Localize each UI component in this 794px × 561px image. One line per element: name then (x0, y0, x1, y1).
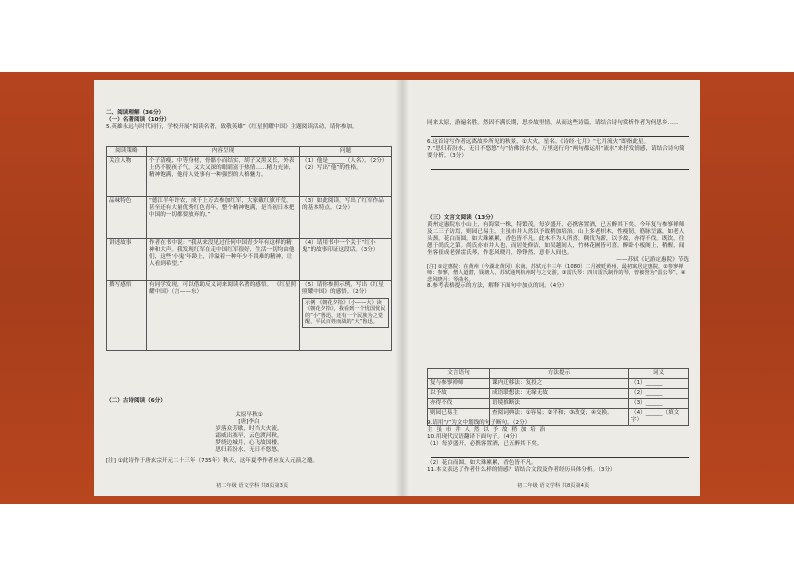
table-cell (300, 280, 392, 350)
table-cell: （3）如此阅读，写出了红军作品的基本特点。（2分） (300, 196, 392, 238)
answer-cell[interactable]: （4）______（填文字） (629, 408, 689, 425)
table-cell: 作者在书中说：“我从来没见过任何中国青少年有这样的精神和大声。我发现红军在走中国红军很好，生活一切均由他们，这些‘小鬼’年龄上，洋溢着一种年少不畏难的精神，让人看到希望。” (147, 238, 300, 280)
table-cell: 有同学发现，可以借助反义词来阅读名著的感悟。 《红星照耀中国》（言——东） (147, 280, 300, 350)
table-header: 方法提示 (490, 369, 629, 379)
left-page (106, 80, 392, 496)
table-header: 文言语句 (428, 369, 490, 379)
answer-line[interactable] (431, 129, 689, 137)
table-cell: 则园已易主 (428, 408, 490, 425)
question-9: 9.请用“/”为文中划线的句子断句。（2分） (427, 420, 531, 426)
question-6: 6.这首诗写作者远离故乡所见的秋景，①大火，星名。《诗经·七月》“七月流火”即指此星。 (427, 138, 650, 145)
table-header: 阅读策略 (107, 147, 147, 157)
reading-table (106, 146, 392, 351)
table-cell: 撰写感悟 (107, 280, 147, 350)
table-header: 内容呈现 (147, 147, 300, 157)
poem-author: [唐]李白 (238, 418, 260, 425)
table-cell: （4）请用书中一个关于“红小鬼”的故事印证这段话。（3分） (300, 238, 392, 280)
example-box: 示例 《朝花夕拾》（小——大）读《朝花夕拾》，我看到一个忧国忧民的“小”鲁迅，还有一个民族为之觉醒，平民百姓而战的“大”鲁迅。 (302, 298, 389, 328)
poem-line: 岁落众芳歇，时当大火流。 (215, 425, 283, 432)
poem-note: [注] ①此诗作于唐玄宗开元二十三年（735年）秋天，这年夏季作者应友人元演之邀。 (106, 458, 319, 464)
table-cell: 个子清瘦，中等身材，骨骼小而结实，胡子又黑又长，外表上仍不脱孩子气，又大又深的眼睛富于热情……精力充沛，精神饱满，他待人处事有一种强烈的人格魅力。 (147, 156, 300, 196)
subsection-title: （一）名著阅读（10分） (106, 116, 170, 123)
poem-line: 梦绕边城月，心飞故国楼。 (215, 439, 283, 446)
table-cell: “德江半年许农，成千上万去参加红军，大家戴红旗开荒，甚至还有大量优秀红色青年，整个精神饱满，是当初日本把中国的一切都要放弃的。” (147, 196, 300, 238)
question-5: 5.英雄永远与时代同行，学校开展“阅读名著，致敬英雄”《红星照耀中国》主题阅读活动，请你参加。 (106, 123, 358, 130)
word-meaning-table (427, 368, 689, 426)
right-page (427, 80, 689, 496)
subsection-title: （三）文言文阅读（13分） (427, 215, 497, 221)
question-10-1: （1）每岁盛开，必携客置酒，已五醉其下矣。 (427, 440, 543, 447)
question-8: 8.参考表格提示的方法，解释下面句中加点的词。（4分） (427, 283, 568, 290)
question-text: （5）请你参照示例，写出《红星照耀中国》的感悟。（2分） (302, 281, 384, 295)
poem-line: 思归若汾水，无日不悠悠。 (215, 446, 283, 453)
table-cell: 亦得不伐 (428, 398, 490, 408)
table-header: 问题 (300, 147, 392, 157)
answer-line[interactable] (431, 450, 689, 458)
page-footer: 初二年级 语文学科 共8页第3页 (216, 482, 289, 489)
question-7: 7.“思归若汾水，无日不悠悠”与“仿佛汾水水，万里送行舟”两句都运用“流水”来抒发情感，请结合诗句简要分析。（3分） (427, 145, 685, 159)
answer-cell[interactable]: （3）______ (629, 398, 689, 408)
poem-line: 霜威出塞早，云色渡河秋。 (215, 432, 283, 439)
passage-continuation: 同来太原，游遍名胜。然因不满长期，思乡故里情，从而这些诗篇，请结合诗句赏析作者为何思乡…… (427, 120, 679, 126)
poem-title: 太原早秋① (235, 412, 263, 418)
table-cell: 复与参寥禅师 (428, 378, 490, 388)
question-10: 10.用现代汉语翻译下面句子。（4分） (427, 433, 521, 440)
table-cell: 语境推断法 (490, 398, 629, 408)
answer-line[interactable] (431, 162, 689, 170)
table-cell: 课内迁移法：复投之 (490, 378, 629, 388)
question-10-2: （2）花白而圆，如大珠累累，香色皆不凡。 (427, 459, 537, 466)
table-cell: 讲述故事 (107, 238, 147, 280)
table-cell: 成语联想法：无缘无故 (490, 388, 629, 398)
answer-cell[interactable]: （2）______ (629, 388, 689, 398)
table-cell: 查阅词典法：①容易；②平和；③改变；④交换。 (490, 408, 629, 425)
table-cell: 以予故 (428, 388, 490, 398)
subsection-title: （二）古诗阅读（6分） (106, 398, 166, 404)
passage-notes: [注] ①定惠院：在黄州（今湖北黄冈）东南。苏轼元丰三年（1080）二月被贬黄州，最初寓居定惠院。②参寥禅师：参寥，僧人道潜，钱塘人，苏轼通判杭州时与之交游。③雷氏琴：四川雷氏制作的琴，曾被誉为“雷公琴”。④悲风晓月：琴曲名。 (427, 263, 686, 283)
question-9-sentence: 主 虽 市 井 人 然 以 予 故 稍 加 培 治 (427, 426, 547, 433)
answer-cell[interactable]: （1）______ (629, 378, 689, 388)
table-cell: 品味特色 (107, 196, 147, 238)
section-title: 二、阅读理解（36分） (106, 110, 165, 116)
page-fold (395, 80, 409, 496)
classical-passage: 黄州定惠院东小山上，有海棠一株，特繁茂。每岁盛开，必携客置酒，已五醉其下矣。今年复与参寥禅师及二三子访焉，则园已易主。主虽市井人然以予故稍加培治。山上多老枳木，性瘦韧，筋脉呈露，如老人头颈。花白而圆，如大珠累累，香色皆不凡。此木不为人所喜，稠伐为薪，以予故，亦得不伐。既饮，往憩于尚氏之第。尚氏亦市井人也，而居处修洁，如吴越间人，竹林花圃皆可喜。醉卧小板阁上，稍醒，闻坐客崔成老弹雷氏琴，作悲风晓月，铮铮然，意非人间也。 (427, 221, 685, 256)
table-header: 词义 (629, 369, 689, 379)
passage-author: ——苏轼《记游定惠院》节选 (616, 256, 689, 263)
table-cell: 关注人物 (107, 156, 147, 196)
table-cell: （1）他是______（人名）。（2分） （2）写出“他”的性格。 (300, 156, 392, 196)
page-footer: 初二年级 语文学科 共8页第4页 (517, 482, 590, 489)
question-11: 11.本文表达了作者什么样的情感？请结合文段及作者经历具体分析。（3分） (427, 466, 616, 473)
